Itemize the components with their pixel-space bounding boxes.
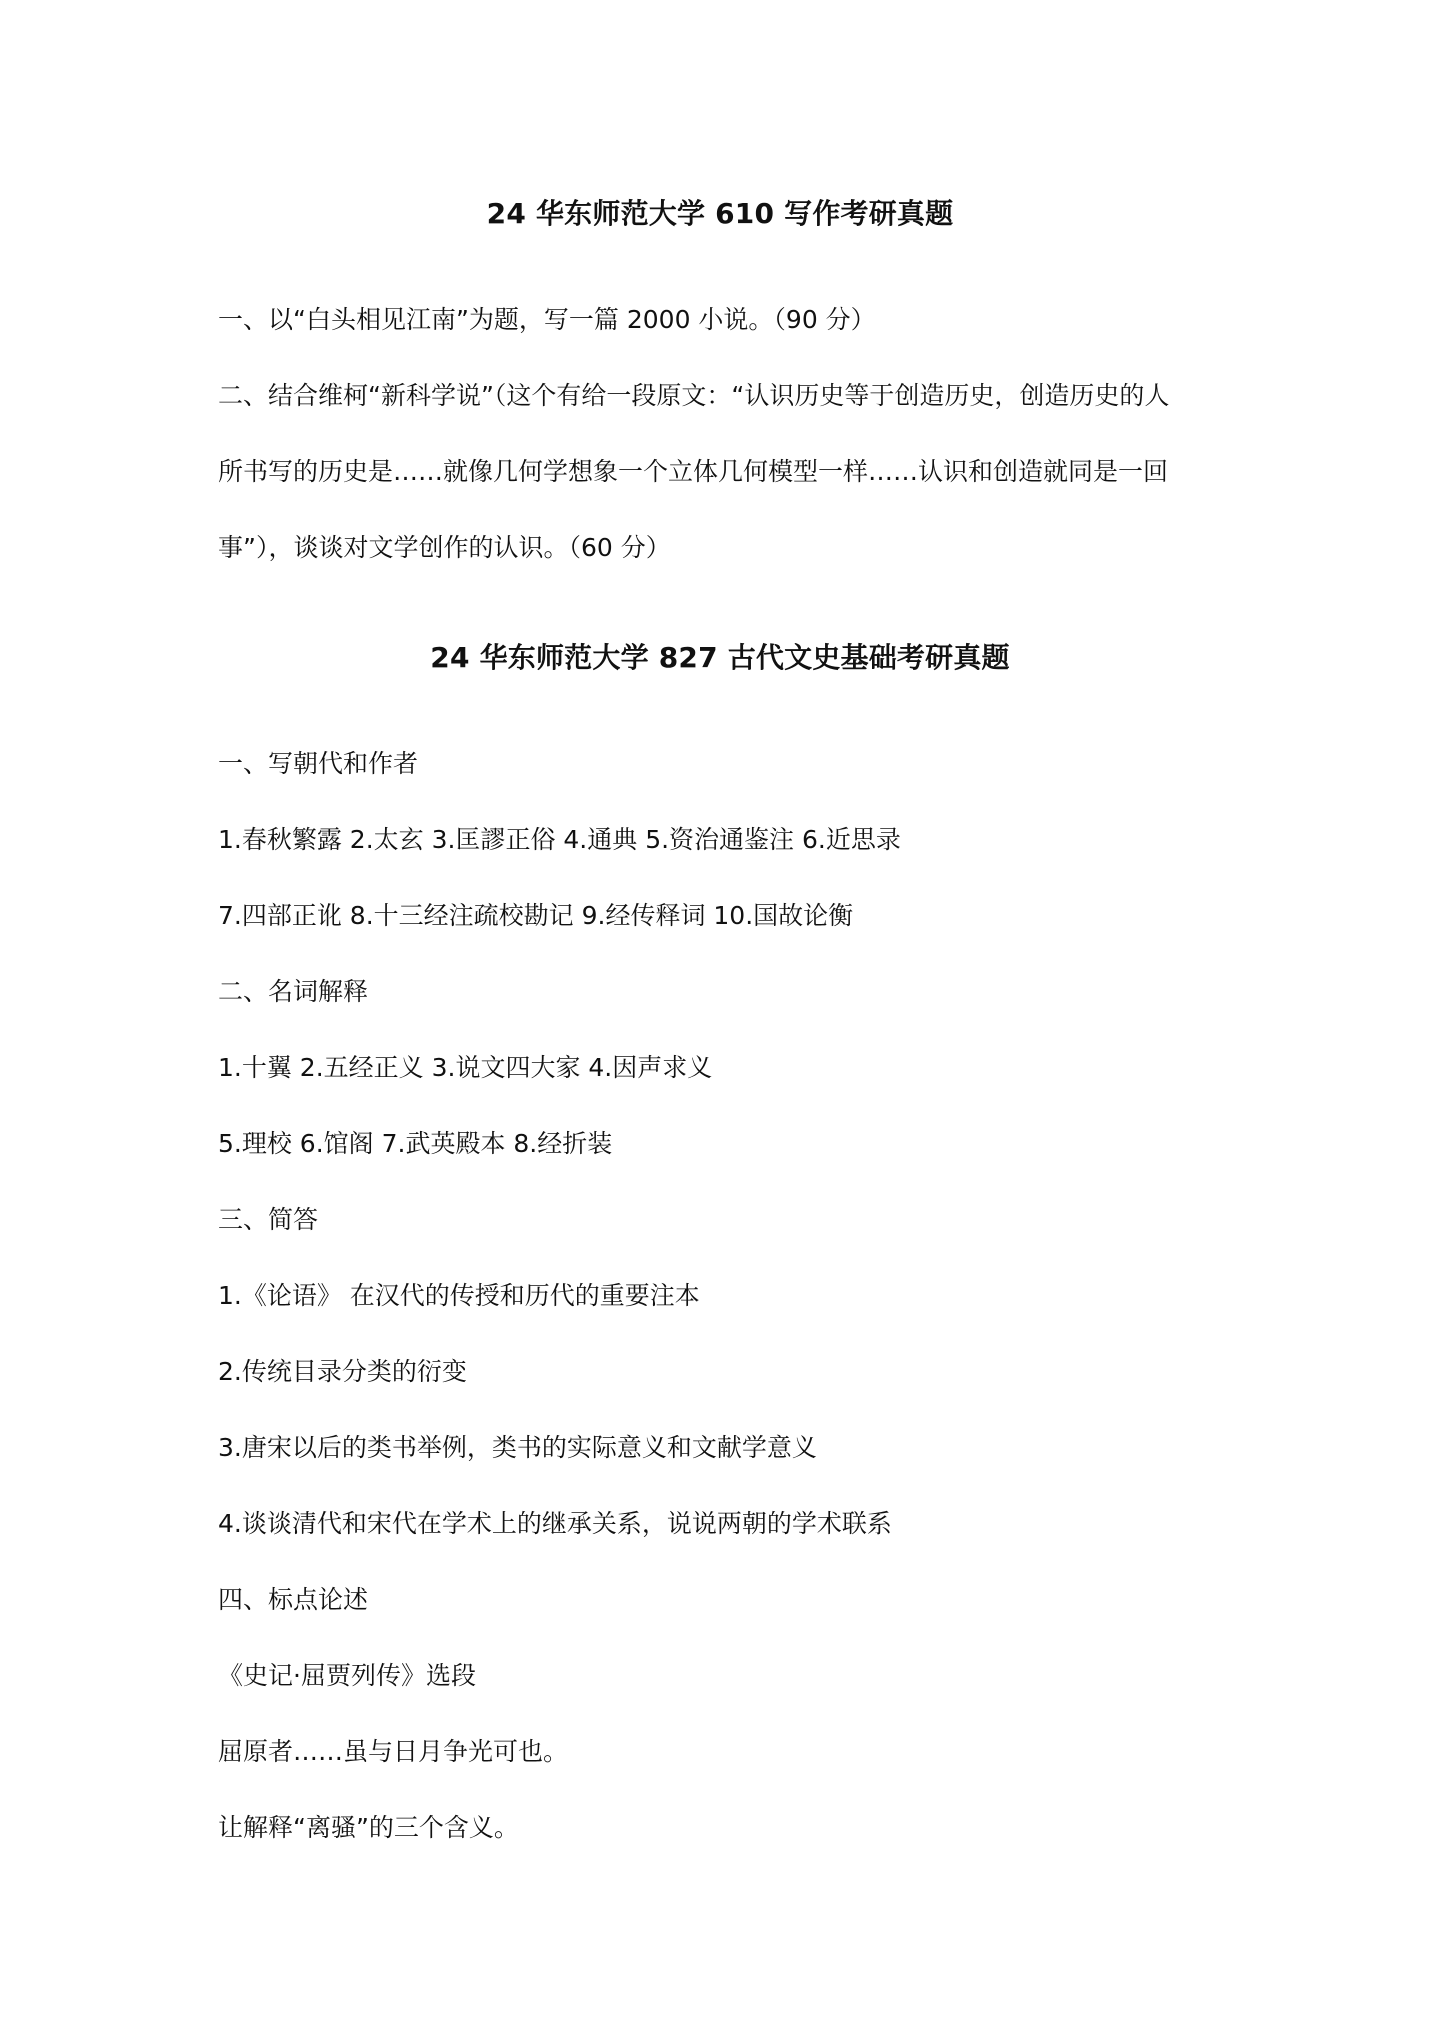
part-4-excerpt: 屈原者……虽与日月争光可也。 (218, 1737, 569, 1766)
part-2-items-row-1: 1.十翼 2.五经正义 3.说文四大家 4.因声求义 (218, 1053, 713, 1082)
part-2-items-row-2: 5.理校 6.馆阁 7.武英殿本 8.经折装 (218, 1129, 613, 1158)
question-1-1: 一、以“白头相见江南”为题，写一篇 2000 小说。（90 分） (218, 305, 876, 334)
question-1-2-line-1: 二、结合维柯“新科学说”（这个有给一段原文：“认识历史等于创造历史，创造历史的人 (218, 381, 1170, 410)
part-4-source: 《史记·屈贾列传》选段 (218, 1661, 476, 1690)
part-3-question-3: 3.唐宋以后的类书举例，类书的实际意义和文献学意义 (218, 1433, 817, 1462)
part-2-heading: 二、名词解释 (218, 977, 369, 1006)
part-1-heading: 一、写朝代和作者 (218, 749, 419, 778)
part-3-question-2: 2.传统目录分类的衍变 (218, 1357, 467, 1386)
question-1-2-line-3: 事”），谈谈对文学创作的认识。（60 分） (218, 533, 671, 562)
part-1-items-row-1: 1.春秋繁露 2.太玄 3.匡謬正俗 4.通典 5.资治通鉴注 6.近思录 (218, 825, 901, 854)
part-4-question: 让解释“离骚”的三个含义。 (218, 1813, 519, 1842)
part-1-items-row-2: 7.四部正讹 8.十三经注疏校勘记 9.经传释词 10.国故论衡 (218, 901, 854, 930)
part-3-question-4: 4.谈谈清代和宋代在学术上的继承关系，说说两朝的学术联系 (218, 1509, 892, 1538)
part-3-heading: 三、简答 (218, 1205, 319, 1234)
part-3-question-1: 1.《论语》 在汉代的传授和历代的重要注本 (218, 1281, 700, 1310)
section-1-title: 24 华东师范大学 610 写作考研真题 (486, 197, 954, 230)
part-4-heading: 四、标点论述 (218, 1585, 369, 1614)
question-1-2-line-2: 所书写的历史是……就像几何学想象一个立体几何模型一样……认识和创造就同是一回 (218, 457, 1169, 486)
section-2-title: 24 华东师范大学 827 古代文史基础考研真题 (430, 641, 1010, 674)
